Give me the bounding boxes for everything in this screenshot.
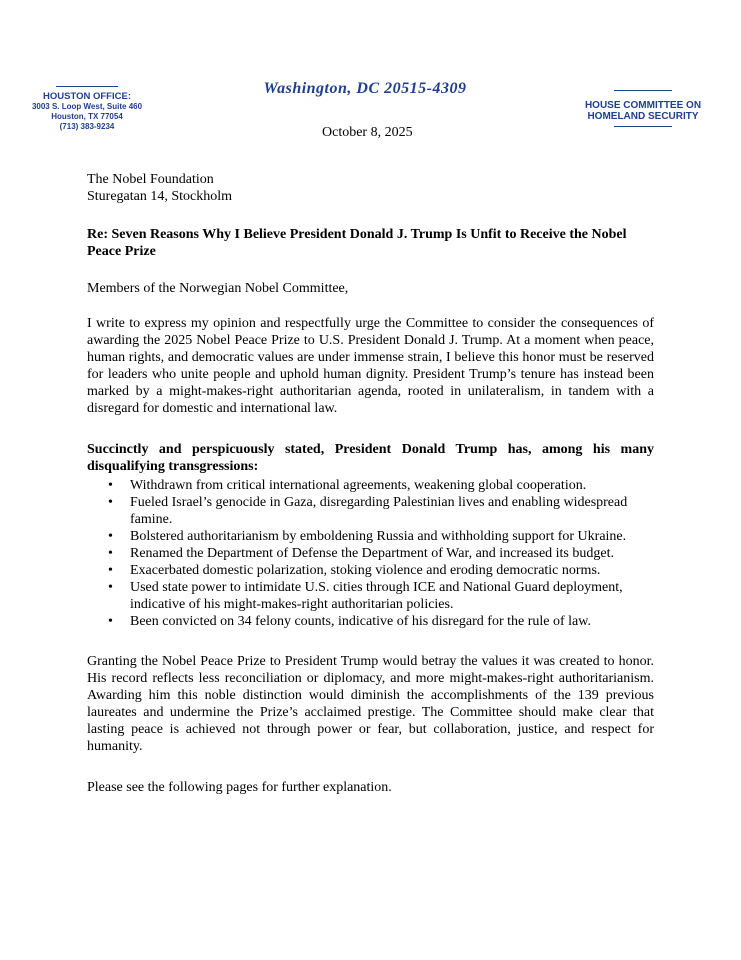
intro-paragraph: I write to express my opinion and respectfully urge the Committee to consider the consequences of awarding the 2025 Nobel Peace Prize to U.S. President Donald J. Trump. At a moment when peace, human rights, and democratic values are under immense strain, I believe this honor must be reserved for leaders who unite people and uphold human dignity. President Trump’s tenure has instead been marked by a might-makes-right authoritarian agenda, rooted in unilateralism, in tandem with a disregard for domestic and international law.	[87, 316, 654, 416]
list-item-text: Fueled Israel’s genocide in Gaza, disregarding Palestinian lives and enabling widespread famine.	[130, 495, 628, 527]
letter-date: October 8, 2025	[322, 125, 413, 140]
subject-line: Re: Seven Reasons Why I Believe President Donald J. Trump Is Unfit to Receive the Nobel Peace Prize	[87, 227, 627, 259]
list-item	[87, 579, 654, 613]
list-item	[87, 477, 654, 494]
bullet-icon: •	[108, 580, 113, 595]
office-address-line2: Houston, TX 77054	[51, 112, 123, 121]
list-item	[87, 545, 654, 562]
committee-rule-bottom	[614, 126, 672, 127]
list-item-text: Bolstered authoritarianism by emboldening Russia and withholding support for Ukraine.	[130, 529, 627, 544]
list-intro: Succinctly and perspicuously stated, President Donald Trump has, among his many disqualifying transgressions:	[87, 442, 654, 474]
list-item	[87, 562, 654, 579]
houston-office-block	[18, 86, 156, 132]
recipient-address: Sturegatan 14, Stockholm	[87, 189, 233, 204]
list-item-text: Withdrawn from critical international agreements, weakening global cooperation.	[130, 478, 587, 493]
office-phone: (713) 383-9234	[59, 122, 115, 131]
office-address-line1: 3003 S. Loop West, Suite 460	[31, 102, 143, 111]
dc-address: Washington, DC 20515-4309	[263, 80, 467, 97]
recipient-block	[87, 171, 654, 205]
office-title: HOUSTON OFFICE:	[43, 91, 131, 102]
list-item-text: Used state power to intimidate U.S. cities through ICE and National Guard deployment, indicative of his might-makes-right authoritarian policies.	[130, 580, 623, 612]
bullet-icon: •	[108, 614, 113, 629]
list-item-text: Been convicted on 34 felony counts, indicative of his disregard for the rule of law.	[130, 614, 591, 629]
list-item-text: Exacerbated domestic polarization, stoking violence and eroding democratic norms.	[130, 563, 601, 578]
bullet-icon: •	[108, 529, 113, 544]
salutation: Members of the Norwegian Nobel Committee,	[87, 281, 349, 296]
committee-line2: HOMELAND SECURITY	[587, 111, 699, 122]
bullet-icon: •	[108, 546, 113, 561]
list-item	[87, 528, 654, 545]
bullet-icon: •	[108, 478, 113, 493]
transgressions-list	[87, 477, 654, 630]
list-item	[87, 613, 654, 630]
conclusion-paragraph: Granting the Nobel Peace Prize to President Trump would betray the values it was created to honor. His record reflects less reconciliation or diplomacy, and more might-makes-right authoritarianism. Awarding him this noble distinction would diminish the accomplishments of the 139 previous laureates and undermine the Prize’s acclaimed prestige. The Committee should make clear that lasting peace is achieved not through power or fear, but collaboration, justice, and respect for humanity.	[87, 654, 654, 754]
recipient-name: The Nobel Foundation	[87, 172, 214, 187]
list-item-text: Renamed the Department of Defense the Department of War, and increased its budget.	[130, 546, 614, 561]
bullet-icon: •	[108, 495, 113, 510]
closing-note: Please see the following pages for further explanation.	[87, 780, 392, 795]
committee-rule-top	[614, 90, 672, 91]
list-item	[87, 494, 654, 528]
bullet-icon: •	[108, 563, 113, 578]
committee-line1: HOUSE COMMITTEE ON	[584, 100, 702, 111]
committee-block	[572, 90, 714, 127]
office-rule	[56, 86, 118, 87]
